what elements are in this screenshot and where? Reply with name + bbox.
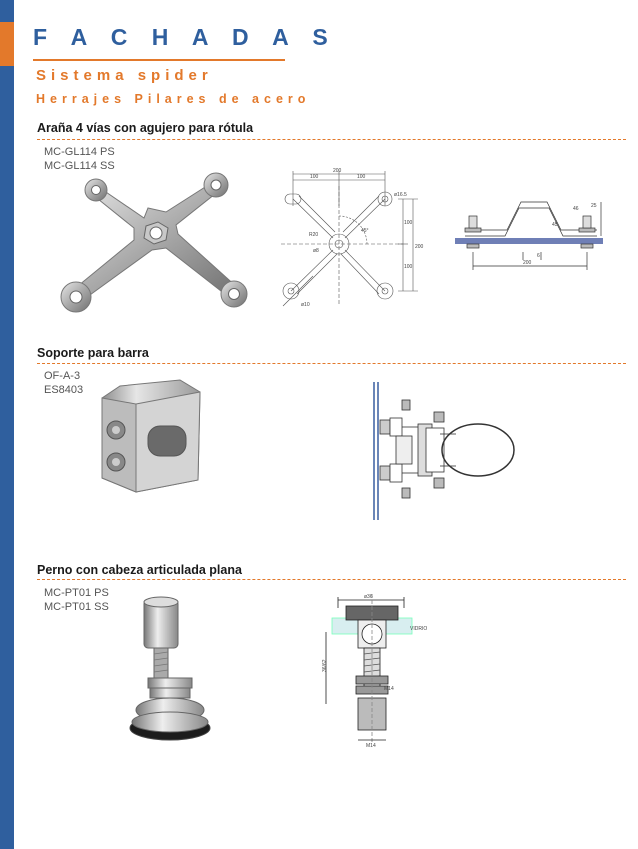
product-code: MC-GL114 PS (44, 146, 115, 158)
title-underline (33, 59, 285, 61)
dim-label: ø16.5 (394, 192, 407, 198)
orange-title-tab (0, 22, 14, 66)
articulated-bolt-drawing (322, 594, 432, 754)
articulated-bolt-photo (128, 592, 228, 752)
dim-label: 45 (552, 222, 558, 228)
dim-label: 100 (404, 220, 413, 226)
page-title: F A C H A D A S (33, 24, 337, 50)
product-code: OF-A-3 (44, 370, 81, 382)
product-code: MC-PT01 SS (44, 601, 109, 613)
product-code: MC-GL114 SS (44, 160, 115, 172)
dim-label: ø8 (313, 248, 319, 254)
dim-label: 200 (523, 260, 532, 266)
spider-side-drawing (455, 190, 605, 272)
product-code: ES8403 (44, 384, 84, 396)
dim-label: 45° (361, 228, 369, 234)
dim-label: 100 (357, 174, 366, 180)
dim-label: 46 (573, 206, 579, 212)
section-title-soporte: Soporte para barra (37, 346, 149, 360)
spider-front-drawing (273, 166, 428, 311)
dim-label: ø10 (301, 302, 310, 308)
section-title-arana: Araña 4 vías con agujero para rótula (37, 121, 254, 135)
dim-label: M14 (384, 686, 394, 692)
page-subtitle-secondary: Herrajes Pilares de acero (36, 92, 311, 106)
dim-label: 200 (415, 244, 424, 250)
dim-label: 100 (404, 264, 413, 270)
product-code: MC-PT01 PS (44, 587, 109, 599)
dim-label: 200 (333, 168, 342, 174)
page-subtitle: Sistema spider (36, 67, 213, 84)
dim-label: M14 (366, 743, 376, 749)
section-divider (37, 139, 626, 140)
dim-label: 36/62 (322, 659, 328, 672)
bar-bracket-photo (92, 378, 202, 493)
dim-label: 100 (310, 174, 319, 180)
dim-label: VIDRIO (410, 626, 428, 632)
spider-fitting-photo (48, 170, 263, 320)
dim-label: R20 (309, 232, 319, 238)
section-title-perno: Perno con cabeza articulada plana (37, 563, 242, 577)
section-divider (37, 579, 626, 580)
left-blue-bar (0, 0, 14, 849)
dim-label: ø36 (364, 594, 373, 600)
dim-label: 25 (591, 203, 597, 209)
section-divider (37, 363, 626, 364)
dim-label: 6 (537, 253, 540, 259)
bar-bracket-drawing (366, 382, 518, 522)
